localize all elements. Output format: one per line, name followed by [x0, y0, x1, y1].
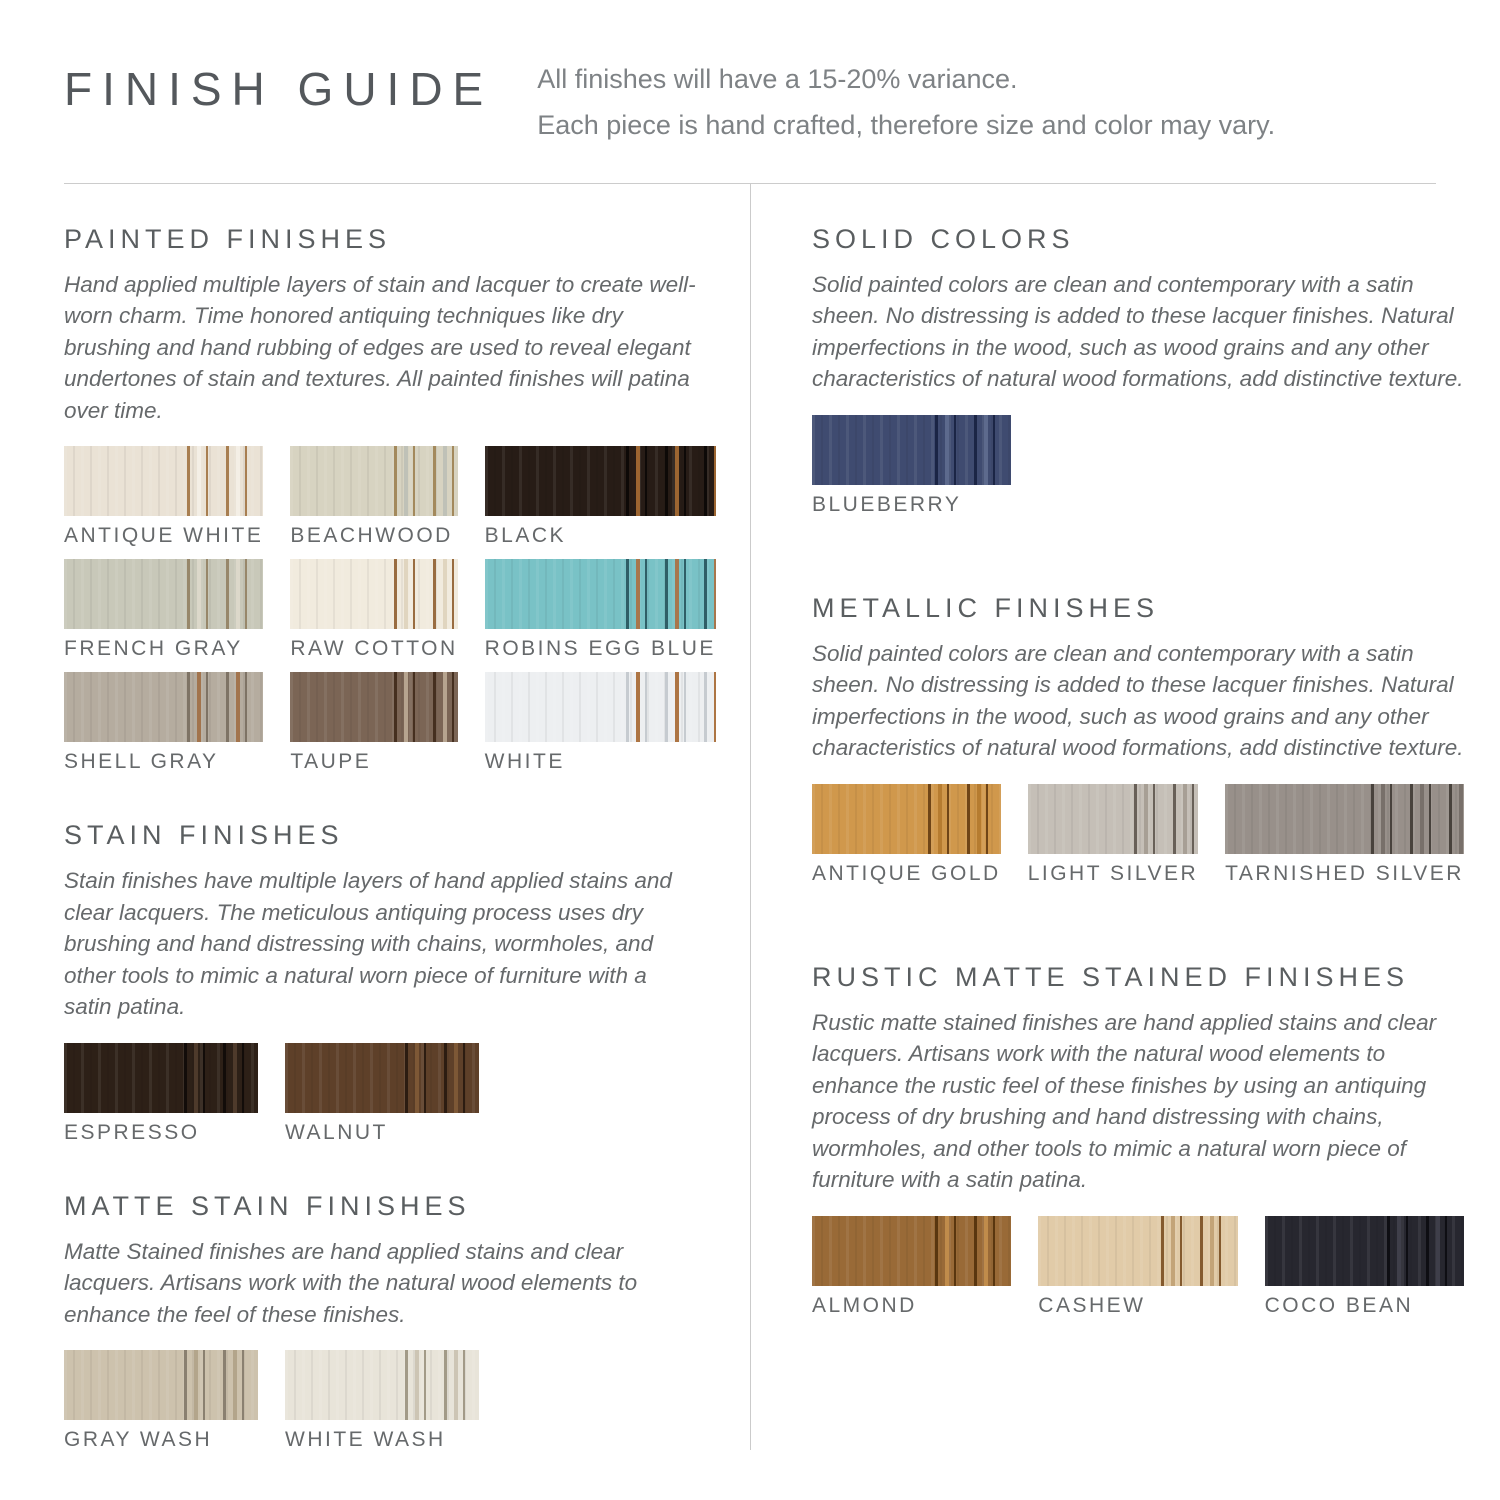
section-title: METALLIC FINISHES [812, 592, 1160, 623]
section-rustic-matte-stained-finishes [812, 962, 1464, 1316]
section-description: Solid painted colors are clean and contemporary with a satin sheen. No distressing is added to these lacquer finishes. Natural imperfections in the wood, such as wood grains and any other characteristics of natural wood formations, add distinctive texture. [812, 640, 1464, 761]
section-metallic-finishes [812, 593, 1464, 884]
swatch-sample [1038, 1216, 1237, 1286]
swatch-french-gray [64, 559, 263, 659]
section-title: STAIN FINISHES [64, 820, 344, 851]
swatch-sample [485, 559, 716, 629]
swatch-label: BLACK [484, 524, 567, 548]
swatch-grid [812, 784, 1464, 884]
swatch-grid [64, 1043, 700, 1143]
swatch-espresso [64, 1043, 258, 1143]
swatch-robins-egg-blue [485, 559, 716, 659]
swatch-antique-gold [812, 784, 1001, 884]
swatch-cashew [1038, 1216, 1237, 1316]
swatch-label: RAW COTTON [290, 637, 458, 661]
section-description: Hand applied multiple layers of stain and lacquer to create well-worn charm. Time honored antiquing techniques like dry brushing and hand rubbing of edges are used to reveal elegant undertones of stain and textures. All painted finishes will patina over time. [64, 271, 696, 423]
swatch-sample [485, 446, 716, 516]
swatch-sample [290, 559, 457, 629]
swatch-label: TAUPE [290, 750, 372, 774]
swatch-sample [285, 1043, 479, 1113]
swatch-sample [1265, 1216, 1464, 1286]
content-columns [64, 184, 1464, 1452]
swatch-taupe [290, 672, 457, 772]
swatch-grid [64, 446, 716, 774]
section-title: MATTE STAIN FINISHES [64, 1190, 471, 1221]
swatch-blueberry [812, 415, 1011, 515]
page-subtitle [537, 56, 1275, 149]
swatch-sample [290, 446, 457, 516]
section-description: Rustic matte stained finishes are hand applied stains and clear lacquers. Artisans work with the natural wood elements to enhance the rustic feel of these finishes by using an antiquing process of dry brushing and hand distressing with chains, wormholes, and other tools to mimic a natural worn piece of furniture with a satin patina. [812, 1009, 1437, 1193]
swatch-label: WHITE [484, 750, 565, 774]
swatch-antique-white [64, 446, 263, 546]
section-matte-stain-finishes [64, 1191, 700, 1451]
section-solid-colors [812, 224, 1464, 515]
swatch-label: ALMOND [812, 1293, 917, 1317]
section-title: SOLID COLORS [812, 223, 1075, 254]
swatch-gray-wash [64, 1350, 258, 1450]
section-title: RUSTIC MATTE STAINED FINISHES [812, 961, 1410, 992]
swatch-sample [285, 1350, 479, 1420]
swatch-sample [485, 672, 716, 742]
swatch-sample [290, 672, 457, 742]
section-description: Solid painted colors are clean and contemporary with a satin sheen. No distressing is added to these lacquer finishes. Natural imperfections in the wood, such as wood grains and any other characteristics of natural wood formations, add distinctive texture. [812, 271, 1464, 392]
swatch-sample [64, 559, 263, 629]
swatch-label: TARNISHED SILVER [1225, 861, 1464, 885]
section-description: Stain finishes have multiple layers of hand applied stains and clear lacquers. The meticulous antiquing process uses dry brushing and hand distressing with chains, wormholes, and other tools to mimic a natural worn piece of furniture with a satin patina. [64, 868, 672, 1020]
swatch-grid [812, 1216, 1464, 1316]
swatch-grid [812, 415, 1464, 515]
swatch-label: SHELL GRAY [64, 750, 219, 774]
right-column [750, 184, 1464, 1451]
swatch-label: COCO BEAN [1264, 1293, 1414, 1317]
swatch-label: WHITE WASH [285, 1428, 446, 1452]
swatch-label: GRAY WASH [64, 1428, 213, 1452]
swatch-label: ESPRESSO [64, 1120, 200, 1144]
swatch-sample [812, 784, 1001, 854]
section-stain-finishes [64, 820, 700, 1143]
swatch-label: WALNUT [285, 1120, 388, 1144]
swatch-shell-gray [64, 672, 263, 772]
subtitle-line-2: Each piece is hand crafted, therefore size and color may vary. [537, 110, 1276, 141]
swatch-label: CASHEW [1038, 1293, 1146, 1317]
swatch-grid [64, 1350, 700, 1450]
swatch-tarnished-silver [1225, 784, 1464, 884]
swatch-label: BEACHWOOD [290, 524, 453, 548]
swatch-label: ANTIQUE GOLD [812, 861, 1001, 885]
swatch-sample [64, 1043, 258, 1113]
section-title: PAINTED FINISHES [64, 223, 392, 254]
section-description: Matte Stained finishes are hand applied stains and clear lacquers. Artisans work with the natural wood elements to enhance the feel of these finishes. [64, 1238, 638, 1327]
swatch-sample [64, 672, 263, 742]
left-column [64, 184, 750, 1451]
swatch-sample [64, 1350, 258, 1420]
swatch-sample [64, 446, 263, 516]
swatch-label: LIGHT SILVER [1027, 861, 1199, 885]
swatch-label: ANTIQUE WHITE [64, 524, 264, 548]
swatch-light-silver [1028, 784, 1198, 884]
swatch-label: BLUEBERRY [812, 492, 962, 516]
swatch-white [485, 672, 716, 772]
swatch-sample [1225, 784, 1464, 854]
swatch-sample [812, 415, 1011, 485]
swatch-white-wash [285, 1350, 479, 1450]
swatch-sample [1028, 784, 1198, 854]
swatch-almond [812, 1216, 1011, 1316]
swatch-label: FRENCH GRAY [64, 637, 243, 661]
swatch-beachwood [290, 446, 457, 546]
swatch-sample [812, 1216, 1011, 1286]
swatch-walnut [285, 1043, 479, 1143]
section-painted-finishes [64, 223, 716, 774]
subtitle-line-1: All finishes will have a 15-20% variance. [537, 64, 1018, 94]
swatch-label: ROBINS EGG BLUE [484, 637, 716, 661]
page-title: FINISH GUIDE [64, 63, 494, 115]
swatch-black [485, 446, 716, 546]
page-header [64, 56, 1436, 149]
swatch-coco-bean [1265, 1216, 1464, 1316]
swatch-raw-cotton [290, 559, 457, 659]
